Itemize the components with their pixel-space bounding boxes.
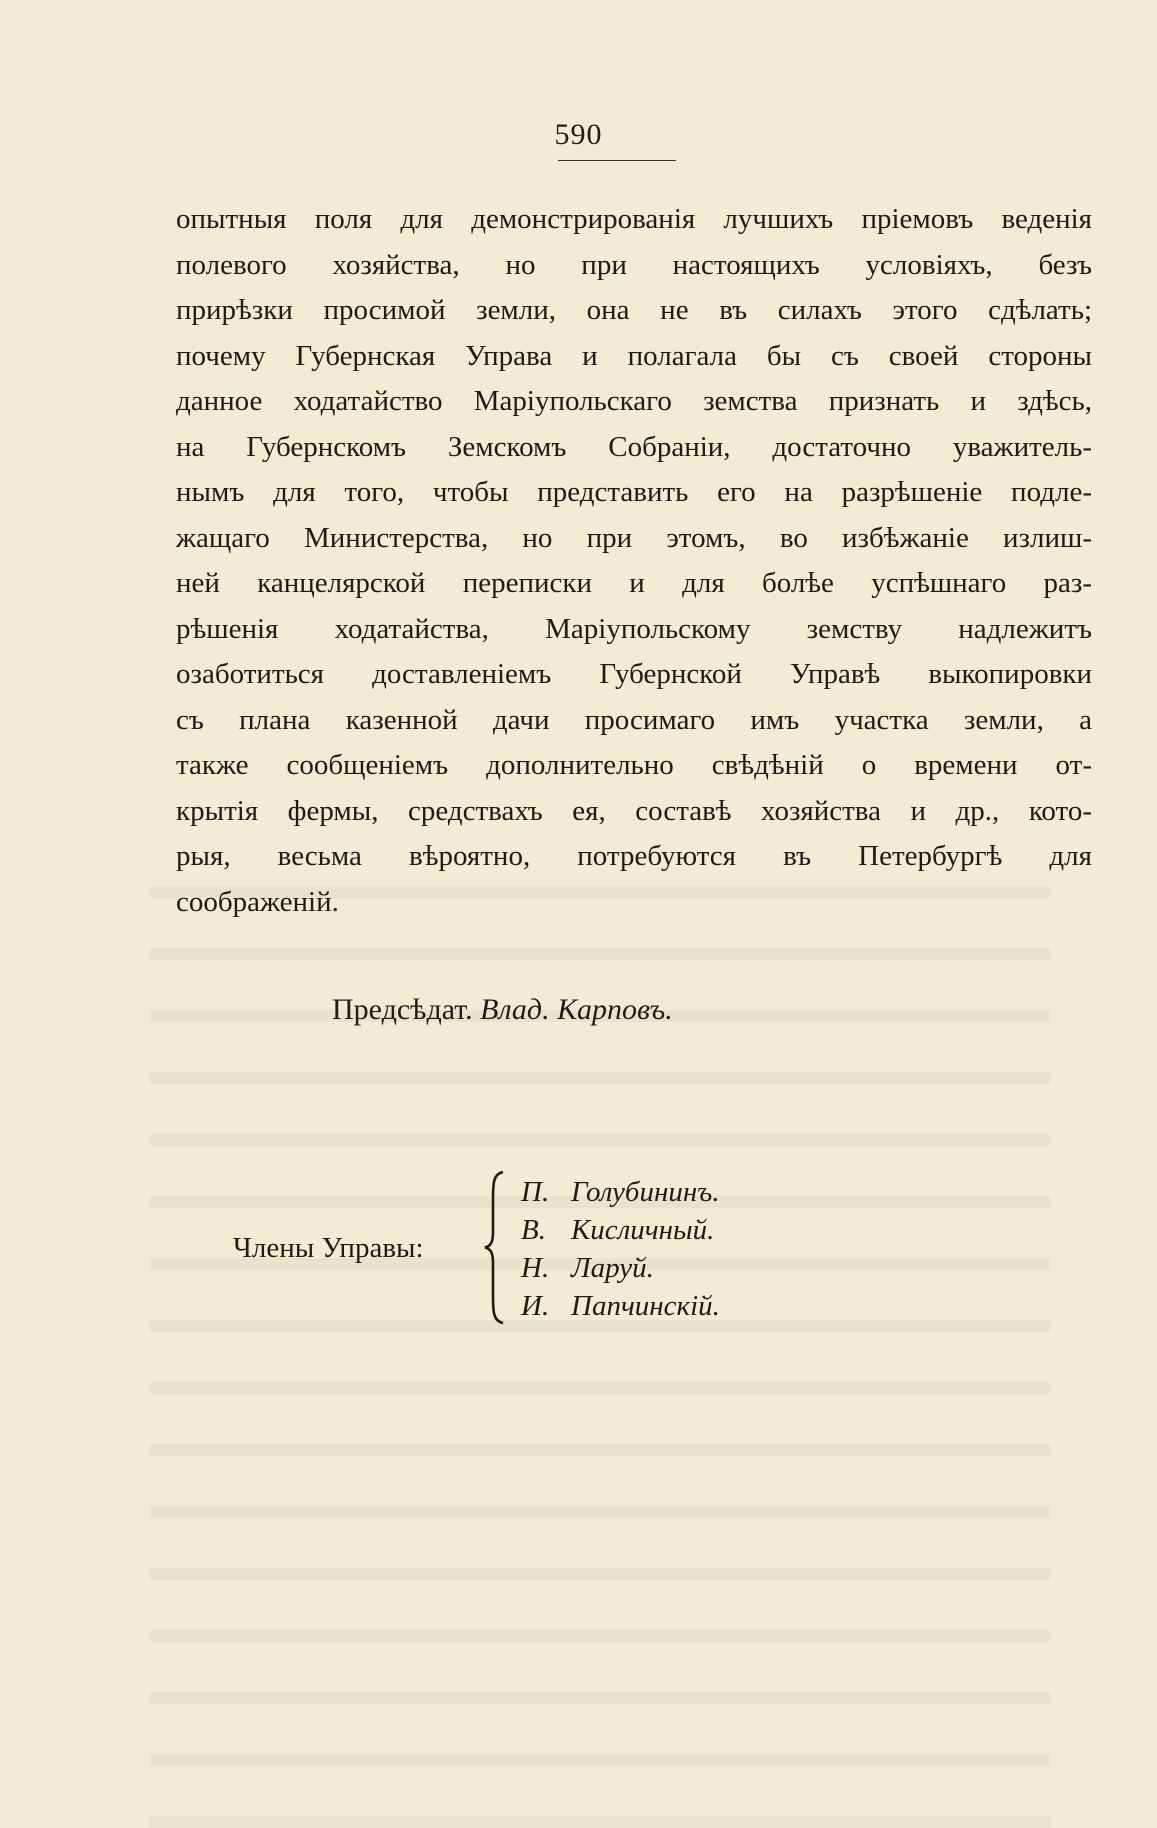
body-line: на Губернскомъ Земскомъ Собраніи, достаточно уважитель- xyxy=(176,430,1092,463)
chairman-title: Предсѣдат. xyxy=(332,993,473,1026)
body-line: опытныя поля для демонстрированія лучшихъ пріемовъ веденія xyxy=(176,203,1092,235)
body-line: озаботиться доставленіемъ Губернской Управѣ выкопировки xyxy=(176,658,1092,690)
body-line: крытія фермы, средствахъ ея, составѣ хозяйства и др., кото- xyxy=(176,794,1092,827)
body-line: данное ходатайство Маріупольскаго земства признать и здѣсь, xyxy=(176,385,1092,417)
body-line: нымъ для того, чтобы представить его на разрѣшеніе подле- xyxy=(176,476,1092,508)
member-surname: Папчинскій. xyxy=(571,1290,720,1322)
body-line: полевого хозяйства, но при настоящихъ условіяхъ, безъ xyxy=(176,248,1092,281)
body-line: соображеній. xyxy=(176,885,339,918)
body-line: жащаго Министерства, но при этомъ, во избѣжаніе излиш- xyxy=(176,521,1092,554)
chairman-name: Влад. Карповъ. xyxy=(480,993,673,1026)
member-entry xyxy=(521,1287,720,1325)
members-label: Члены Управы: xyxy=(233,1232,424,1264)
body-line: съ плана казенной дачи просимаго имъ участка земли, а xyxy=(176,703,1092,736)
member-initial: Н. xyxy=(521,1252,550,1284)
member-initial: И. xyxy=(521,1290,550,1322)
page-number-rule xyxy=(558,160,676,161)
curly-brace-icon xyxy=(483,1170,507,1325)
member-entry xyxy=(521,1249,720,1287)
member-initial: В. xyxy=(521,1214,546,1246)
body-paragraph xyxy=(176,197,1092,925)
member-surname: Голубининъ. xyxy=(571,1176,720,1208)
body-line: также сообщеніемъ дополнительно свѣдѣній о времени от- xyxy=(176,749,1092,781)
member-surname: Кисличный. xyxy=(571,1214,715,1246)
body-line: почему Губернская Управа и полагала бы съ своей стороны xyxy=(176,339,1092,372)
member-surname: Ларуй. xyxy=(571,1252,654,1284)
page-number: 590 xyxy=(554,118,603,151)
chairman-signature xyxy=(332,993,673,1027)
member-entry xyxy=(521,1173,720,1211)
body-line: рѣшенія ходатайства, Маріупольскому земству надлежитъ xyxy=(176,612,1092,645)
member-initial: П. xyxy=(521,1176,550,1208)
body-line: ней канцелярской переписки и для болѣе успѣшнаго раз- xyxy=(176,567,1092,599)
body-line: рыя, весьма вѣроятно, потребуются въ Петербургѣ для xyxy=(176,840,1092,872)
members-list xyxy=(521,1173,720,1325)
body-line: прирѣзки просимой земли, она не въ силахъ этого сдѣлать; xyxy=(176,294,1092,326)
member-entry xyxy=(521,1211,720,1249)
